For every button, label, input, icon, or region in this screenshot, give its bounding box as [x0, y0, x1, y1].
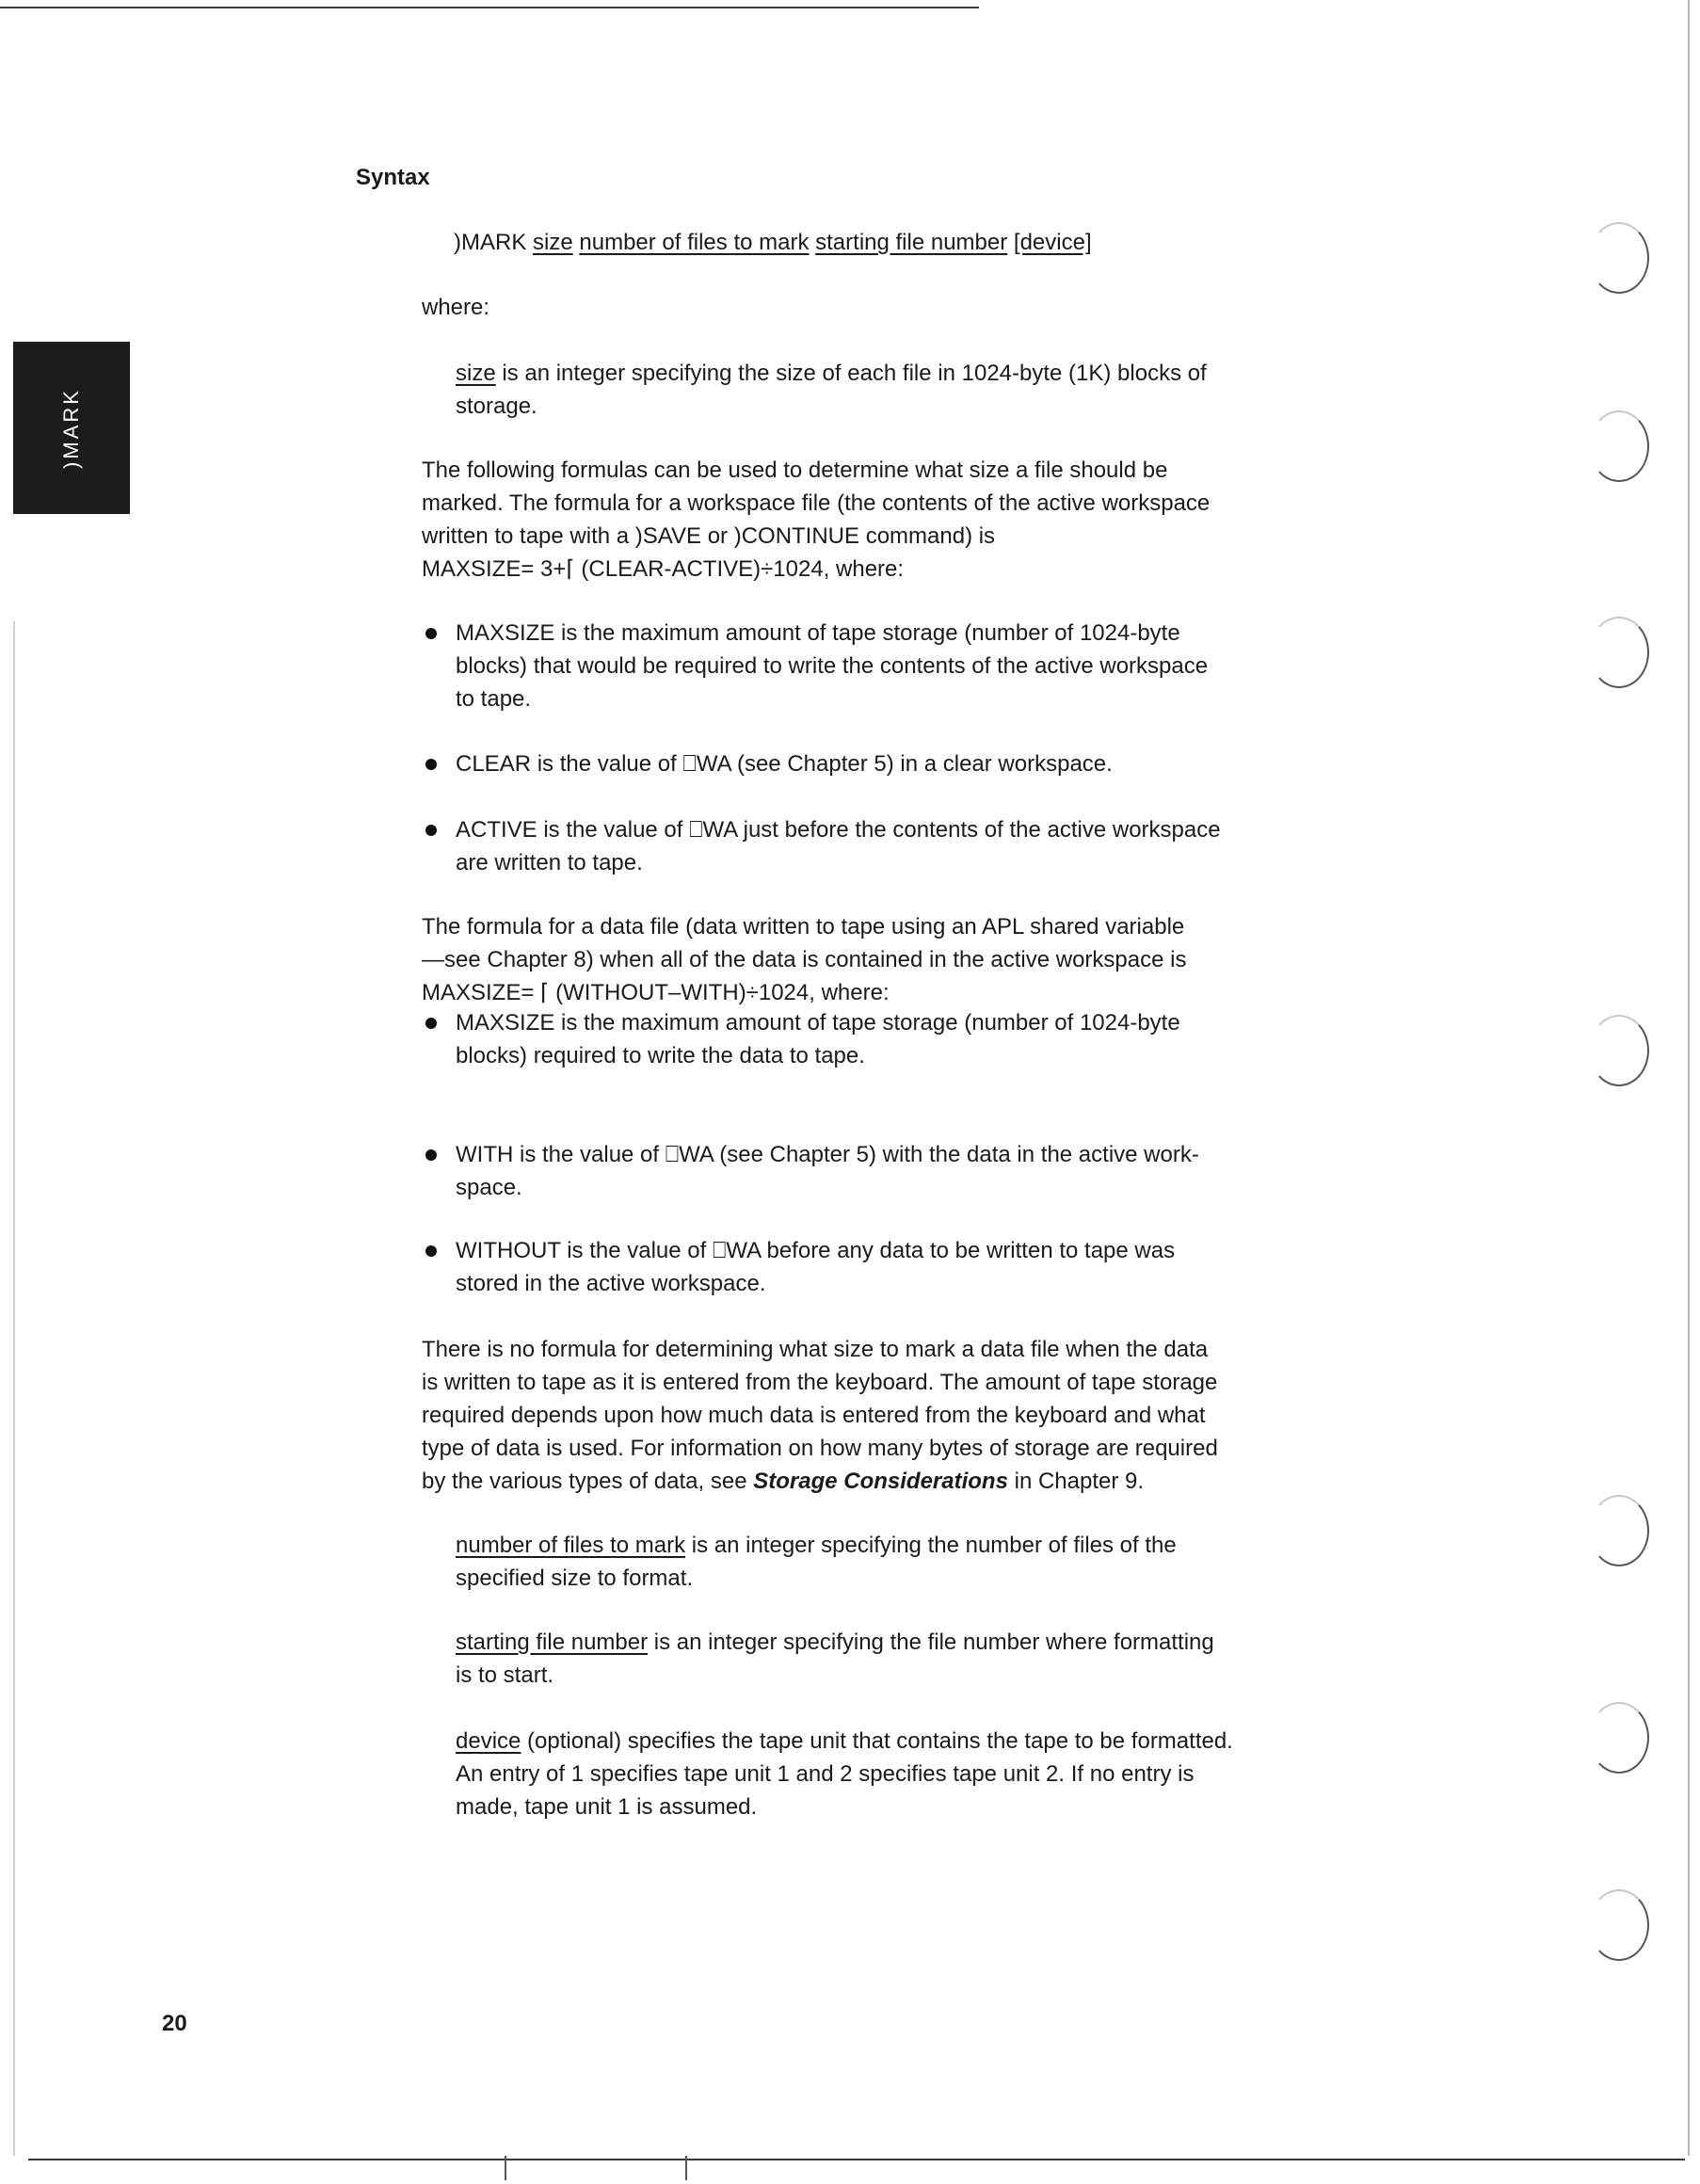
start-definition: starting file number is an integer specifying the file number where formatting is to start.	[456, 1630, 1214, 1688]
bullet-icon	[425, 1149, 437, 1161]
syntax-command: )MARK	[454, 230, 527, 255]
bullet-icon	[425, 1245, 437, 1257]
binder-hole-icon	[1589, 410, 1649, 482]
bullet-icon	[425, 628, 437, 639]
count-definition: number of files to mark is an integer specifying the number of files of the specified size to format.	[456, 1533, 1177, 1591]
data-file-paragraph: The formula for a data file (data written to tape using an APL shared variable —see Chapter 8) when all of the data is contained in the active workspace is MAXSIZE= ⌈ (WITHOUT–WITH)÷1024, where:	[422, 914, 1187, 1005]
bullet-icon	[425, 1018, 437, 1029]
start-term: starting file number	[456, 1630, 649, 1655]
size-term: size	[456, 361, 496, 386]
bottom-rule	[28, 2159, 1685, 2160]
list-item: MAXSIZE is the maximum amount of tape storage (number of 1024-byte blocks) that would be required to write the contents of the active workspace to tape.	[456, 620, 1209, 712]
binder-hole-icon	[1589, 1889, 1649, 1961]
list-item: WITHOUT is the value of ⎕WA before any data to be written to tape was stored in the active workspace.	[456, 1238, 1176, 1296]
no-formula-paragraph: There is no formula for determining what size to mark a data file when the data is written to tape as it is entered from the keyboard. The amount of tape storage required depends upon how much data is entered from the keyboard and what type of data is used. For information on how many bytes of storage are required by the various types of data, see Storage Considerations in Chapter 9.	[422, 1337, 1218, 1494]
device-term: device	[456, 1728, 521, 1754]
list-item: MAXSIZE is the maximum amount of tape storage (number of 1024-byte blocks) required to write the data to tape.	[456, 1010, 1180, 1068]
syntax-param-count: number of files to mark	[579, 230, 810, 255]
device-definition: device (optional) specifies the tape unit that contains the tape to be formatted. An entry of 1 specifies tape unit 1 and 2 specifies tape unit 2. If no entry is made, tape unit 1 is assumed.	[456, 1728, 1233, 1820]
page-number: 20	[162, 2011, 187, 2036]
size-definition: size is an integer specifying the size of each file in 1024-byte (1K) blocks of storage.	[456, 361, 1207, 419]
section-heading: Syntax	[356, 165, 430, 190]
bullet-icon	[425, 759, 437, 770]
syntax-line	[454, 226, 1092, 259]
bullet-icon	[425, 825, 437, 836]
list-item: WITH is the value of ⎕WA (see Chapter 5) with the data in the active work- space.	[456, 1142, 1199, 1200]
list-item: CLEAR is the value of ⎕WA (see Chapter 5) in a clear workspace.	[456, 751, 1113, 777]
where-label: where:	[422, 295, 490, 320]
syntax-param-size: size	[533, 230, 573, 255]
syntax-param-device: [device]	[1013, 230, 1092, 255]
section-side-tab	[13, 342, 130, 514]
syntax-param-start: starting file number	[815, 230, 1008, 255]
count-term: number of files to mark	[456, 1533, 686, 1558]
binder-hole-icon	[1589, 1495, 1649, 1566]
list-item: ACTIVE is the value of ⎕WA just before the contents of the active workspace are written to tape.	[456, 817, 1221, 875]
binder-hole-icon	[1589, 1702, 1649, 1774]
left-edge-line	[13, 621, 15, 2156]
right-edge-line	[1688, 0, 1690, 2156]
binder-hole-icon	[1589, 617, 1649, 688]
binder-hole-icon	[1589, 1015, 1649, 1086]
binder-hole-icon	[1589, 222, 1649, 294]
storage-considerations-reference: Storage Considerations	[753, 1469, 1008, 1494]
formulas-paragraph: The following formulas can be used to determine what size a file should be marked. The formula for a workspace file (the contents of the active workspace written to tape with a )SAVE or )CONTINUE command) is MAXSIZE= 3+⌈ (CLEAR-ACTIVE)÷1024, where:	[422, 458, 1211, 582]
side-tab-label: )MARK	[59, 387, 83, 469]
bottom-tick	[685, 2156, 687, 2180]
bottom-tick	[505, 2156, 506, 2180]
top-rule	[0, 7, 979, 8]
